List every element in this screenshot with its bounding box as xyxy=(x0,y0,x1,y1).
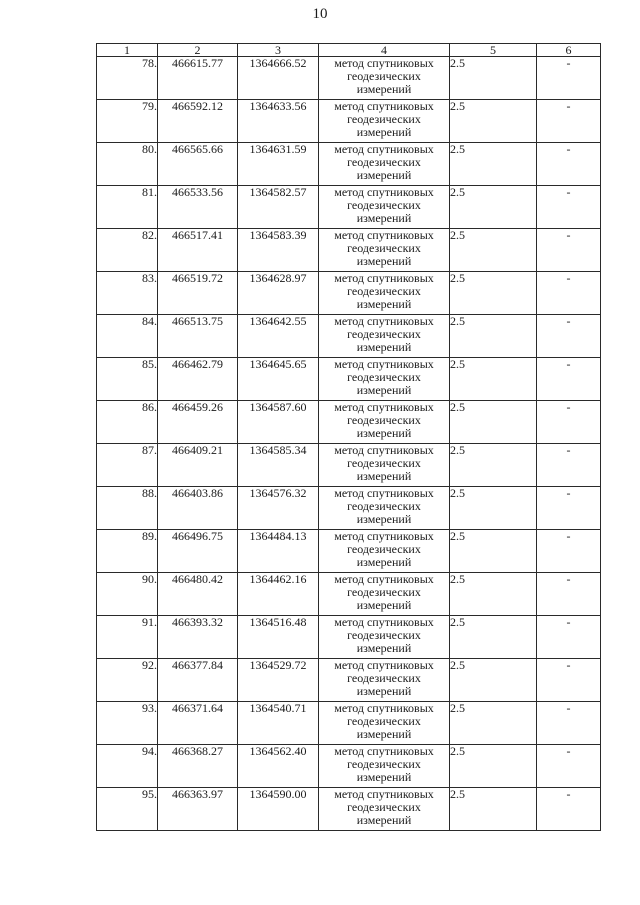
x-coordinate-cell: 466377.84 xyxy=(158,659,238,702)
table-row xyxy=(97,315,601,358)
x-coordinate-cell: 466565.66 xyxy=(158,143,238,186)
x-coordinate-cell: 466393.32 xyxy=(158,616,238,659)
x-coordinate-cell: 466513.75 xyxy=(158,315,238,358)
method-cell: метод спутниковых геодезических измерений xyxy=(319,401,450,444)
y-coordinate-cell: 1364582.57 xyxy=(238,186,319,229)
coordinates-table xyxy=(96,43,601,831)
table-row xyxy=(97,788,601,831)
accuracy-cell: 2.5 xyxy=(450,100,537,143)
header-col-1: 1 xyxy=(97,44,158,57)
accuracy-cell: 2.5 xyxy=(450,272,537,315)
description-cell: - xyxy=(537,272,601,315)
description-cell: - xyxy=(537,444,601,487)
x-coordinate-cell: 466533.56 xyxy=(158,186,238,229)
header-col-6: 6 xyxy=(537,44,601,57)
table-row xyxy=(97,573,601,616)
y-coordinate-cell: 1364529.72 xyxy=(238,659,319,702)
method-cell: метод спутниковых геодезических измерений xyxy=(319,315,450,358)
accuracy-cell: 2.5 xyxy=(450,745,537,788)
accuracy-cell: 2.5 xyxy=(450,143,537,186)
y-coordinate-cell: 1364576.32 xyxy=(238,487,319,530)
page-number: 10 xyxy=(312,6,328,22)
header-col-5: 5 xyxy=(450,44,537,57)
point-number-cell: 82. xyxy=(97,229,158,272)
x-coordinate-cell: 466615.77 xyxy=(158,57,238,100)
description-cell: - xyxy=(537,143,601,186)
description-cell: - xyxy=(537,573,601,616)
table-header xyxy=(97,44,601,57)
x-coordinate-cell: 466371.64 xyxy=(158,702,238,745)
y-coordinate-cell: 1364484.13 xyxy=(238,530,319,573)
accuracy-cell: 2.5 xyxy=(450,401,537,444)
accuracy-cell: 2.5 xyxy=(450,57,537,100)
table-row xyxy=(97,186,601,229)
header-col-2: 2 xyxy=(158,44,238,57)
method-cell: метод спутниковых геодезических измерений xyxy=(319,702,450,745)
point-number-cell: 94. xyxy=(97,745,158,788)
point-number-cell: 79. xyxy=(97,100,158,143)
table-row xyxy=(97,745,601,788)
accuracy-cell: 2.5 xyxy=(450,659,537,702)
x-coordinate-cell: 466519.72 xyxy=(158,272,238,315)
table-row xyxy=(97,530,601,573)
description-cell: - xyxy=(537,788,601,831)
x-coordinate-cell: 466363.97 xyxy=(158,788,238,831)
point-number-cell: 95. xyxy=(97,788,158,831)
table-row xyxy=(97,272,601,315)
y-coordinate-cell: 1364583.39 xyxy=(238,229,319,272)
header-row xyxy=(97,44,601,57)
method-cell: метод спутниковых геодезических измерений xyxy=(319,143,450,186)
point-number-cell: 91. xyxy=(97,616,158,659)
table-row xyxy=(97,444,601,487)
description-cell: - xyxy=(537,702,601,745)
y-coordinate-cell: 1364631.59 xyxy=(238,143,319,186)
point-number-cell: 90. xyxy=(97,573,158,616)
accuracy-cell: 2.5 xyxy=(450,573,537,616)
x-coordinate-cell: 466368.27 xyxy=(158,745,238,788)
accuracy-cell: 2.5 xyxy=(450,702,537,745)
point-number-cell: 89. xyxy=(97,530,158,573)
accuracy-cell: 2.5 xyxy=(450,315,537,358)
method-cell: метод спутниковых геодезических измерений xyxy=(319,229,450,272)
method-cell: метод спутниковых геодезических измерений xyxy=(319,487,450,530)
method-cell: метод спутниковых геодезических измерений xyxy=(319,788,450,831)
point-number-cell: 81. xyxy=(97,186,158,229)
table-row xyxy=(97,100,601,143)
description-cell: - xyxy=(537,401,601,444)
x-coordinate-cell: 466459.26 xyxy=(158,401,238,444)
table-row xyxy=(97,616,601,659)
y-coordinate-cell: 1364642.55 xyxy=(238,315,319,358)
description-cell: - xyxy=(537,229,601,272)
x-coordinate-cell: 466403.86 xyxy=(158,487,238,530)
y-coordinate-cell: 1364590.00 xyxy=(238,788,319,831)
description-cell: - xyxy=(537,659,601,702)
x-coordinate-cell: 466496.75 xyxy=(158,530,238,573)
table-row xyxy=(97,702,601,745)
point-number-cell: 93. xyxy=(97,702,158,745)
point-number-cell: 85. xyxy=(97,358,158,401)
description-cell: - xyxy=(537,616,601,659)
y-coordinate-cell: 1364645.65 xyxy=(238,358,319,401)
description-cell: - xyxy=(537,57,601,100)
point-number-cell: 84. xyxy=(97,315,158,358)
table-body xyxy=(97,57,601,831)
method-cell: метод спутниковых геодезических измерений xyxy=(319,272,450,315)
point-number-cell: 80. xyxy=(97,143,158,186)
y-coordinate-cell: 1364666.52 xyxy=(238,57,319,100)
description-cell: - xyxy=(537,530,601,573)
y-coordinate-cell: 1364585.34 xyxy=(238,444,319,487)
x-coordinate-cell: 466517.41 xyxy=(158,229,238,272)
accuracy-cell: 2.5 xyxy=(450,487,537,530)
header-col-4: 4 xyxy=(319,44,450,57)
table-row xyxy=(97,229,601,272)
method-cell: метод спутниковых геодезических измерений xyxy=(319,616,450,659)
y-coordinate-cell: 1364628.97 xyxy=(238,272,319,315)
table-row xyxy=(97,358,601,401)
table-row xyxy=(97,401,601,444)
description-cell: - xyxy=(537,745,601,788)
point-number-cell: 87. xyxy=(97,444,158,487)
method-cell: метод спутниковых геодезических измерений xyxy=(319,444,450,487)
description-cell: - xyxy=(537,186,601,229)
point-number-cell: 83. xyxy=(97,272,158,315)
method-cell: метод спутниковых геодезических измерений xyxy=(319,186,450,229)
x-coordinate-cell: 466592.12 xyxy=(158,100,238,143)
point-number-cell: 86. xyxy=(97,401,158,444)
description-cell: - xyxy=(537,358,601,401)
table-row xyxy=(97,487,601,530)
x-coordinate-cell: 466462.79 xyxy=(158,358,238,401)
accuracy-cell: 2.5 xyxy=(450,229,537,272)
accuracy-cell: 2.5 xyxy=(450,358,537,401)
point-number-cell: 92. xyxy=(97,659,158,702)
y-coordinate-cell: 1364516.48 xyxy=(238,616,319,659)
method-cell: метод спутниковых геодезических измерений xyxy=(319,659,450,702)
method-cell: метод спутниковых геодезических измерений xyxy=(319,745,450,788)
y-coordinate-cell: 1364462.16 xyxy=(238,573,319,616)
point-number-cell: 78. xyxy=(97,57,158,100)
method-cell: метод спутниковых геодезических измерений xyxy=(319,358,450,401)
method-cell: метод спутниковых геодезических измерений xyxy=(319,530,450,573)
accuracy-cell: 2.5 xyxy=(450,444,537,487)
accuracy-cell: 2.5 xyxy=(450,788,537,831)
y-coordinate-cell: 1364587.60 xyxy=(238,401,319,444)
x-coordinate-cell: 466480.42 xyxy=(158,573,238,616)
point-number-cell: 88. xyxy=(97,487,158,530)
y-coordinate-cell: 1364562.40 xyxy=(238,745,319,788)
header-col-3: 3 xyxy=(238,44,319,57)
y-coordinate-cell: 1364633.56 xyxy=(238,100,319,143)
accuracy-cell: 2.5 xyxy=(450,530,537,573)
accuracy-cell: 2.5 xyxy=(450,616,537,659)
y-coordinate-cell: 1364540.71 xyxy=(238,702,319,745)
method-cell: метод спутниковых геодезических измерений xyxy=(319,573,450,616)
table-row xyxy=(97,57,601,100)
description-cell: - xyxy=(537,100,601,143)
method-cell: метод спутниковых геодезических измерений xyxy=(319,100,450,143)
table-row xyxy=(97,143,601,186)
description-cell: - xyxy=(537,487,601,530)
method-cell: метод спутниковых геодезических измерений xyxy=(319,57,450,100)
accuracy-cell: 2.5 xyxy=(450,186,537,229)
x-coordinate-cell: 466409.21 xyxy=(158,444,238,487)
table-row xyxy=(97,659,601,702)
description-cell: - xyxy=(537,315,601,358)
